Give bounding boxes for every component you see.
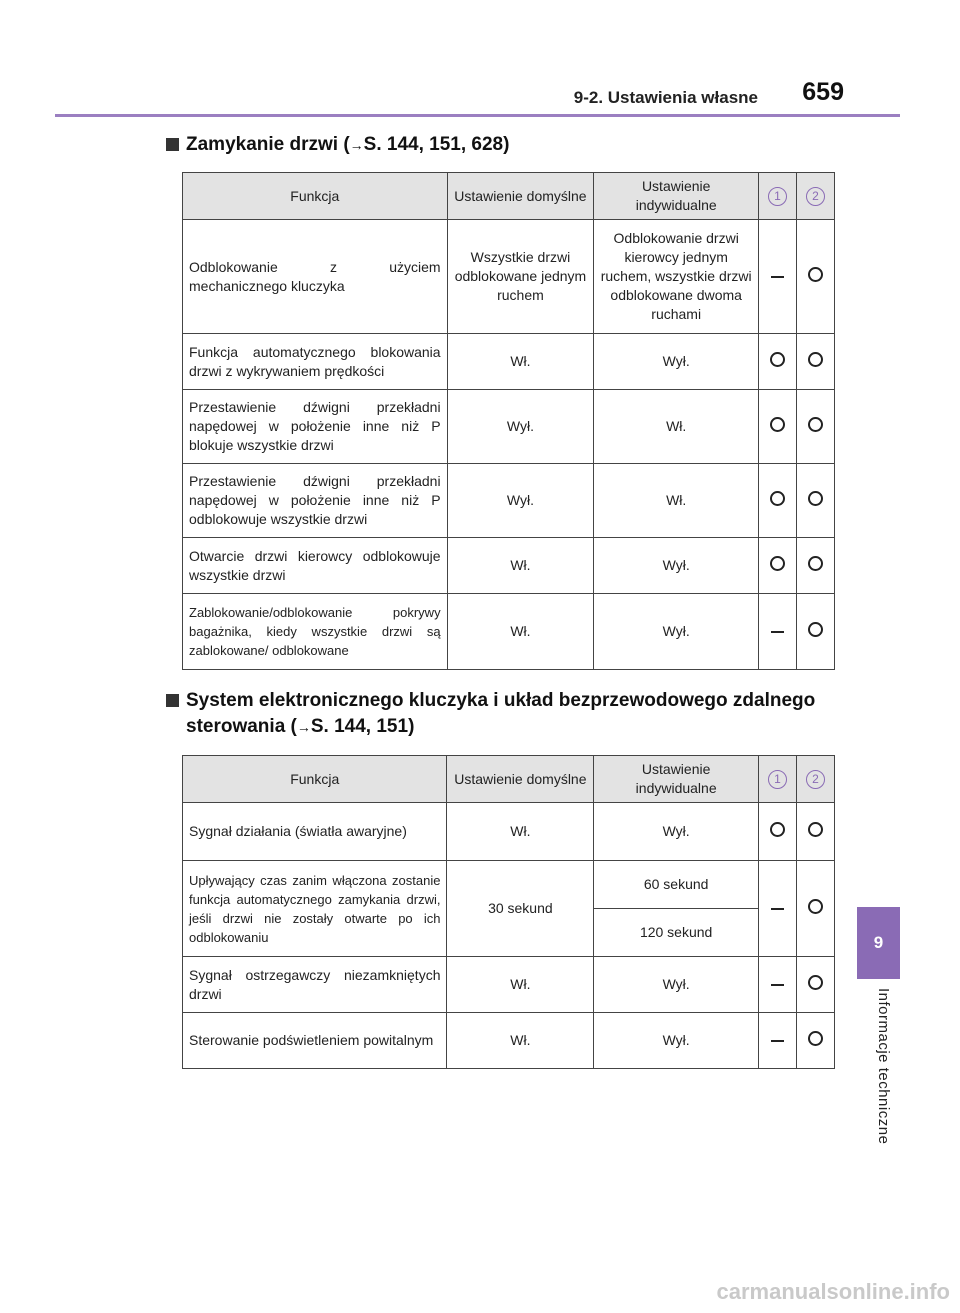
dash-icon [771, 276, 784, 278]
circle-icon [808, 899, 823, 914]
circle-icon [808, 622, 823, 637]
table-row: Odblokowanie z użyciem mechanicznego kluczyka Wszystkie drzwi odblokowane jednym ruchem Odblokowanie drzwi kierowcy jednym ruchem, wszystkie drzwi odblokowane dwoma ruchami [183, 220, 835, 334]
settings-table-smart-key [182, 755, 835, 1069]
page-reference-link[interactable]: S. 144, 151) [310, 716, 415, 737]
number-2-icon: 2 [806, 187, 825, 206]
dash-icon [771, 1040, 784, 1042]
circle-icon [808, 352, 823, 367]
section-title: 9-2. Ustawienia własne [573, 88, 758, 107]
table-row: Zablokowanie/odblokowanie pokrywy bagażnika, kiedy wszystkie drzwi są zablokowane/ odblokowane Wł. Wył. [183, 594, 835, 670]
table-row: Przestawienie dźwigni przekładni napędowej w położenie inne niż P odblokowuje wszystkie drzwi Wył. Wł. [183, 464, 835, 538]
page-reference-link[interactable]: S. 144, 151, 628) [363, 134, 510, 155]
header-default: Ustawienie domyślne [447, 756, 594, 803]
bullet-square-icon [166, 138, 179, 151]
circle-icon [770, 491, 785, 506]
number-1-icon: 1 [768, 770, 787, 789]
section1-heading: Zamykanie drzwi (→S. 144, 151, 628) [186, 132, 509, 158]
header-custom: Ustawienie indywidualne [594, 756, 759, 803]
circle-icon [770, 352, 785, 367]
dash-icon [771, 984, 784, 986]
table-row: Sygnał ostrzegawczy niezamkniętych drzwi Wł. Wył. [183, 957, 835, 1013]
circle-icon [808, 822, 823, 837]
table-header-row [183, 756, 835, 803]
header-custom: Ustawienie indywidualne [594, 173, 759, 220]
circle-icon [770, 556, 785, 571]
arrow-right-icon: → [349, 137, 364, 153]
table-row: 120 sekund [183, 909, 835, 957]
chapter-tab[interactable]: 9 [857, 907, 900, 979]
table-row: Otwarcie drzwi kierowcy odblokowuje wszystkie drzwi Wł. Wył. [183, 538, 835, 594]
table-row: Funkcja automatycznego blokowania drzwi z wykrywaniem prędkości Wł. Wył. [183, 334, 835, 390]
header-function: Funkcja [183, 756, 447, 803]
table-row: Upływający czas zanim włączona zostanie funkcja automatycznego zamykania drzwi, jeśli drzwi nie zostały otwarte po ich odblokowaniu 30 sekund 60 sekund [183, 861, 835, 909]
page-number: 659 [802, 78, 844, 106]
arrow-right-icon: → [296, 719, 311, 735]
number-2-icon: 2 [806, 770, 825, 789]
header-function: Funkcja [183, 173, 448, 220]
circle-icon [770, 417, 785, 432]
table-row: Przestawienie dźwigni przekładni napędowej w położenie inne niż P blokuje wszystkie drzwi Wył. Wł. [183, 390, 835, 464]
number-1-icon: 1 [768, 187, 787, 206]
circle-icon [770, 822, 785, 837]
table-row: Sterowanie podświetleniem powitalnym Wł. Wył. [183, 1013, 835, 1069]
section2-heading: System elektronicznego kluczyka i układ bezprzewodowego zdalnego sterowania (→S. 144, 151) [186, 688, 836, 740]
page-header [55, 78, 900, 117]
circle-icon [808, 556, 823, 571]
circle-icon [808, 975, 823, 990]
watermark: carmanualsonline.info [716, 1279, 950, 1304]
header-default: Ustawienie domyślne [447, 173, 594, 220]
dash-icon [771, 908, 784, 910]
circle-icon [808, 417, 823, 432]
dash-icon [771, 631, 784, 633]
circle-icon [808, 1031, 823, 1046]
chapter-title: Informacje techniczne [875, 988, 892, 1145]
table-header-row [183, 173, 835, 220]
settings-table-door-lock [182, 172, 835, 670]
table-row: Sygnał działania (światła awaryjne) Wł. Wył. [183, 803, 835, 861]
circle-icon [808, 267, 823, 282]
bullet-square-icon [166, 694, 179, 707]
circle-icon [808, 491, 823, 506]
